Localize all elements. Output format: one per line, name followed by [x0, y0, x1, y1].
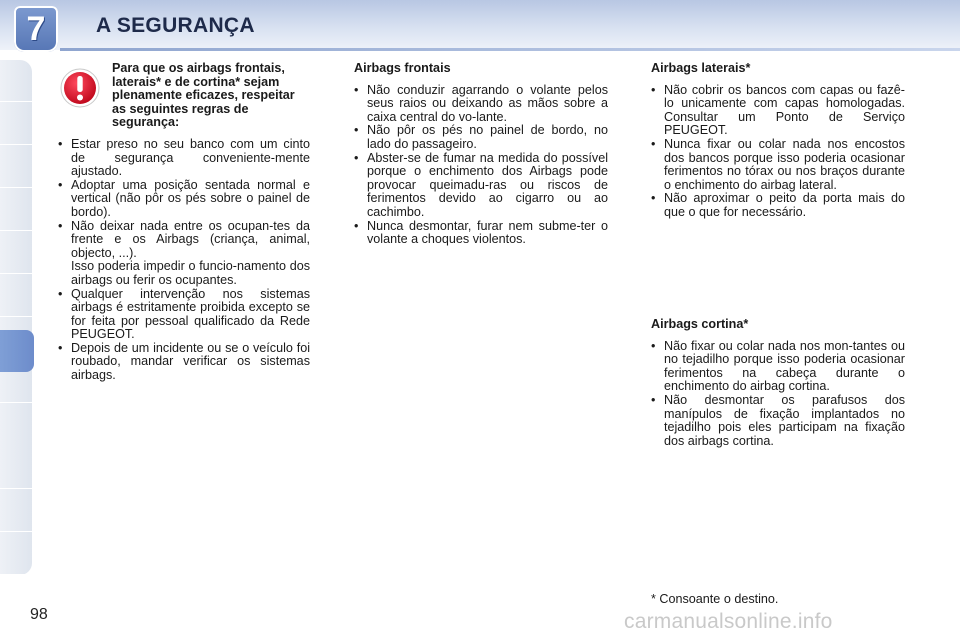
right-top-bullet-list: [651, 84, 905, 220]
page-number: 98: [30, 606, 48, 623]
right-column-top: [651, 62, 905, 220]
list-item: • Depois de um incidente ou se o veículo foi roubado, mandar verificar os sistemas airbags.: [58, 342, 310, 383]
list-item: • Não conduzir agarrando o volante pelos seus raios ou deixando as mãos sobre a caixa central do vo-lante.: [354, 84, 608, 125]
left-bullet-list: [58, 138, 310, 383]
side-tab[interactable]: [0, 533, 32, 575]
watermark: carmanualsonline.info: [624, 610, 833, 633]
list-item: • Não fixar ou colar nada nos mon-tantes ou no tejadilho porque isso poderia ocasionar ferimentos na cabeça durante o enchimento do airbag cortina.: [651, 340, 905, 394]
list-item: • Não desmontar os parafusos dos manípulos de fixação implantados no tejadilho pois eles participam na fixação dos airbags cortina.: [651, 394, 905, 448]
side-tab[interactable]: [0, 189, 32, 231]
left-column: [58, 62, 310, 383]
side-tab[interactable]: [0, 447, 32, 489]
list-item: • Nunca fixar ou colar nada nos encostos dos bancos porque isso poderia ocasionar ferimentos no tórax ou nos braços durante o enchimento do airbag lateral.: [651, 138, 905, 192]
middle-column: [354, 62, 608, 247]
right-bottom-bullet-list: [651, 340, 905, 449]
side-tab-active-chapter-7[interactable]: [0, 330, 34, 372]
list-item: [58, 220, 310, 288]
header-rule: [60, 48, 960, 51]
list-item: • Adoptar uma posição sentada normal e vertical (não pôr os pés sobre o painel de bordo).: [58, 179, 310, 220]
list-item: • Não cobrir os bancos com capas ou fazê-lo unicamente com capas homologadas. Consultar um Ponto de Serviço PEUGEOT.: [651, 84, 905, 138]
side-tab[interactable]: [0, 275, 32, 317]
right-column-bottom: [651, 318, 905, 448]
section-title-curtain: Airbags cortina*: [651, 317, 749, 331]
list-item-text: Não deixar nada entre os ocupan-tes da frente e os Airbags (criança, animal, objecto, ...).: [71, 218, 310, 260]
list-item: • Abster-se de fumar na medida do possível porque o enchimento dos Airbags pode provocar queimadu-ras ou riscos de ferimentos devido ao cigarro ou ao cachimbo.: [354, 152, 608, 220]
warning-title: Para que os airbags frontais, laterais* e de cortina* sejam plenamente eficazes, respeitar as seguintes regras de segurança:: [112, 61, 295, 130]
list-item: • Nunca desmontar, furar nem subme-ter o volante a choques violentos.: [354, 220, 608, 247]
section-title-frontal: Airbags frontais: [354, 61, 451, 75]
page-title: A SEGURANÇA: [96, 14, 255, 37]
list-item: • Não aproximar o peito da porta mais do que o que for necessário.: [651, 192, 905, 219]
footnote: * Consoante o destino.: [651, 592, 779, 606]
chapter-number: 7: [26, 10, 46, 48]
side-tab[interactable]: [0, 146, 32, 188]
chapter-tab-strip: [0, 60, 32, 575]
side-tab[interactable]: [0, 232, 32, 274]
list-item: • Qualquer intervenção nos sistemas airbags é estritamente proibida excepto se for feita por pessoal qualificado da Rede PEUGEOT.: [58, 288, 310, 342]
middle-bullet-list: [354, 84, 608, 247]
side-tab[interactable]: [0, 490, 32, 532]
list-item: • Estar preso no seu banco com um cinto de segurança conveniente-mente ajustado.: [58, 138, 310, 179]
list-item-continuation: Isso poderia impedir o funcio-namento dos airbags ou ferir os ocupantes.: [71, 259, 310, 287]
side-tab[interactable]: [0, 103, 32, 145]
section-title-lateral: Airbags laterais*: [651, 61, 751, 75]
side-tab[interactable]: [0, 60, 32, 102]
list-item: • Não pôr os pés no painel de bordo, no lado do passageiro.: [354, 124, 608, 151]
